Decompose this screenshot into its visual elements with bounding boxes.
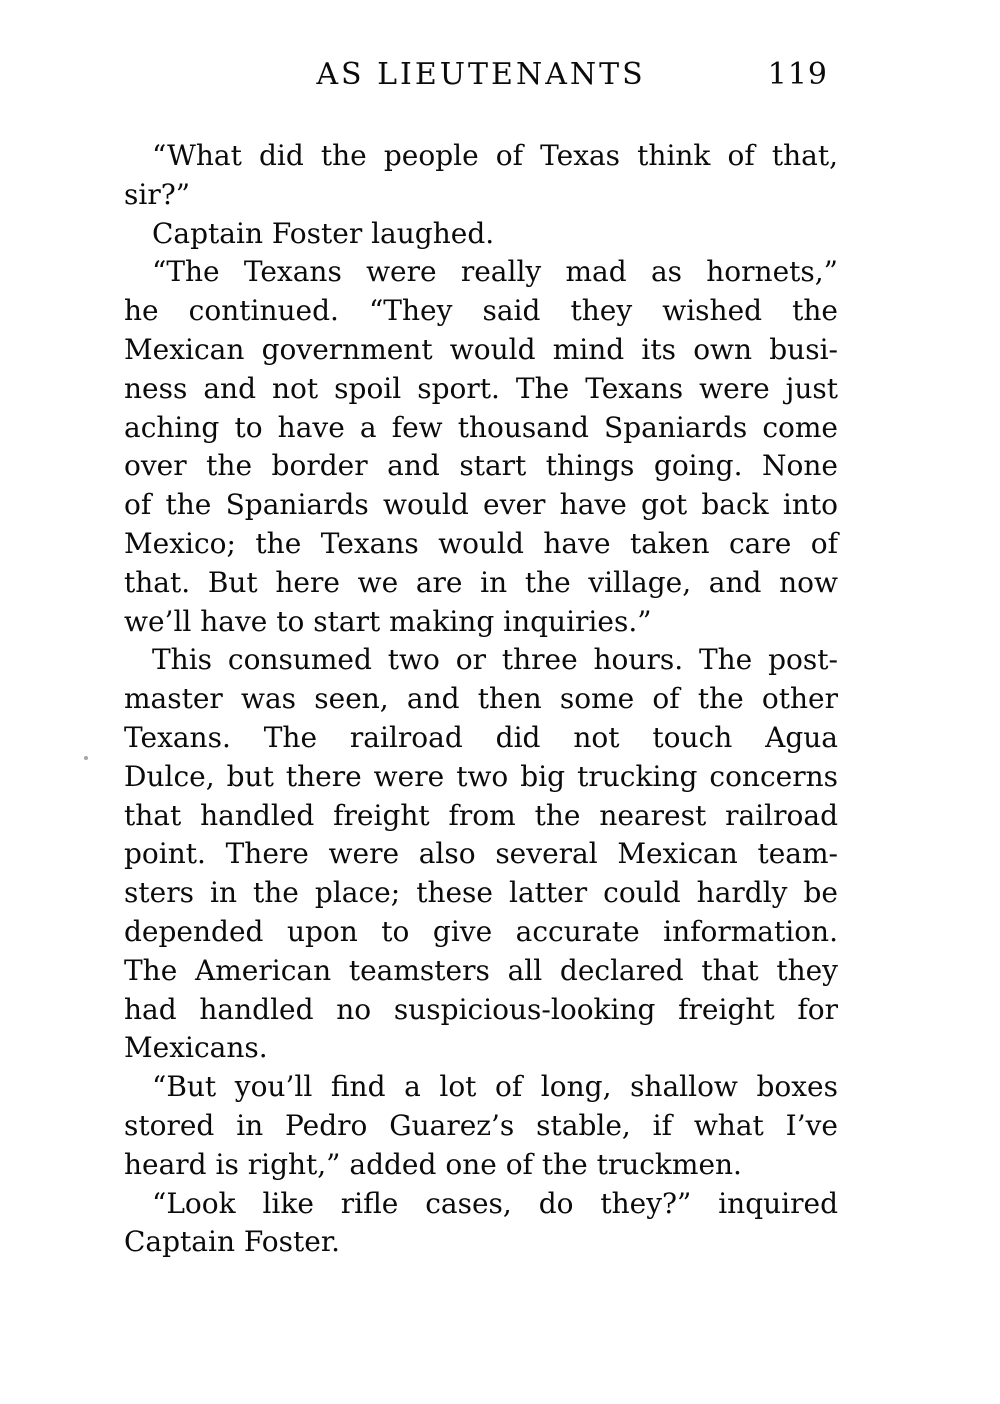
text-line: stored in Pedro Guarez’s stable, if what I’ve (124, 1108, 838, 1142)
text-line: Mexico; the Texans would have taken care of (124, 526, 838, 560)
text-line: This consumed two or three hours. The post- (152, 643, 838, 677)
paragraph (124, 641, 838, 1068)
text-line: ness and not spoil sport. The Texans were just (124, 371, 838, 405)
text-line: Captain Foster. (124, 1225, 341, 1259)
text-line: master was seen, and then some of the other (124, 682, 838, 716)
running-header (124, 57, 838, 99)
text-line: sters in the place; these latter could hardly be (124, 876, 838, 910)
text-line: “But you’ll find a lot of long, shallow boxes (152, 1070, 838, 1104)
text-line: sir?” (124, 177, 191, 211)
paragraph (124, 215, 838, 254)
text-line: heard is right,” added one of the truckmen. (124, 1147, 742, 1181)
paragraph (124, 137, 838, 215)
text-line: Mexican government would mind its own busi- (124, 332, 838, 366)
chapter-header: AS LIEUTENANTS (316, 57, 646, 92)
page-body (124, 137, 838, 1262)
text-line: depended upon to give accurate information. (124, 914, 838, 948)
paragraph (124, 253, 838, 641)
paragraph (124, 1185, 838, 1263)
text-line: “What did the people of Texas think of that, (152, 139, 838, 172)
text-line: we’ll have to start making inquiries.” (124, 604, 652, 638)
text-line: Captain Foster laughed. (152, 216, 495, 250)
text-line: Dulce, but there were two big trucking concerns (124, 759, 838, 793)
text-line: of the Spaniards would ever have got back into (124, 488, 838, 522)
text-line: that. But here we are in the village, and now (124, 565, 838, 599)
text-line: Texans. The railroad did not touch Agua (124, 720, 838, 754)
text-line: that handled freight from the nearest railroad (124, 798, 838, 832)
text-line: “Look like rifle cases, do they?” inquired (152, 1186, 838, 1220)
text-line: aching to have a few thousand Spaniards come (124, 410, 838, 444)
text-line: The American teamsters all declared that they (124, 953, 838, 987)
text-line: had handled no suspicious-looking freight for (124, 992, 838, 1026)
text-line: “The Texans were really mad as hornets,” (152, 255, 838, 289)
scan-speck (84, 756, 88, 760)
text-line: over the border and start things going. None (124, 449, 838, 483)
text-line: Mexicans. (124, 1031, 268, 1065)
page-number: 119 (767, 57, 828, 92)
paragraph (124, 1068, 838, 1184)
text-line: point. There were also several Mexican team- (124, 837, 838, 871)
text-line: he continued. “They said they wished the (124, 294, 838, 328)
